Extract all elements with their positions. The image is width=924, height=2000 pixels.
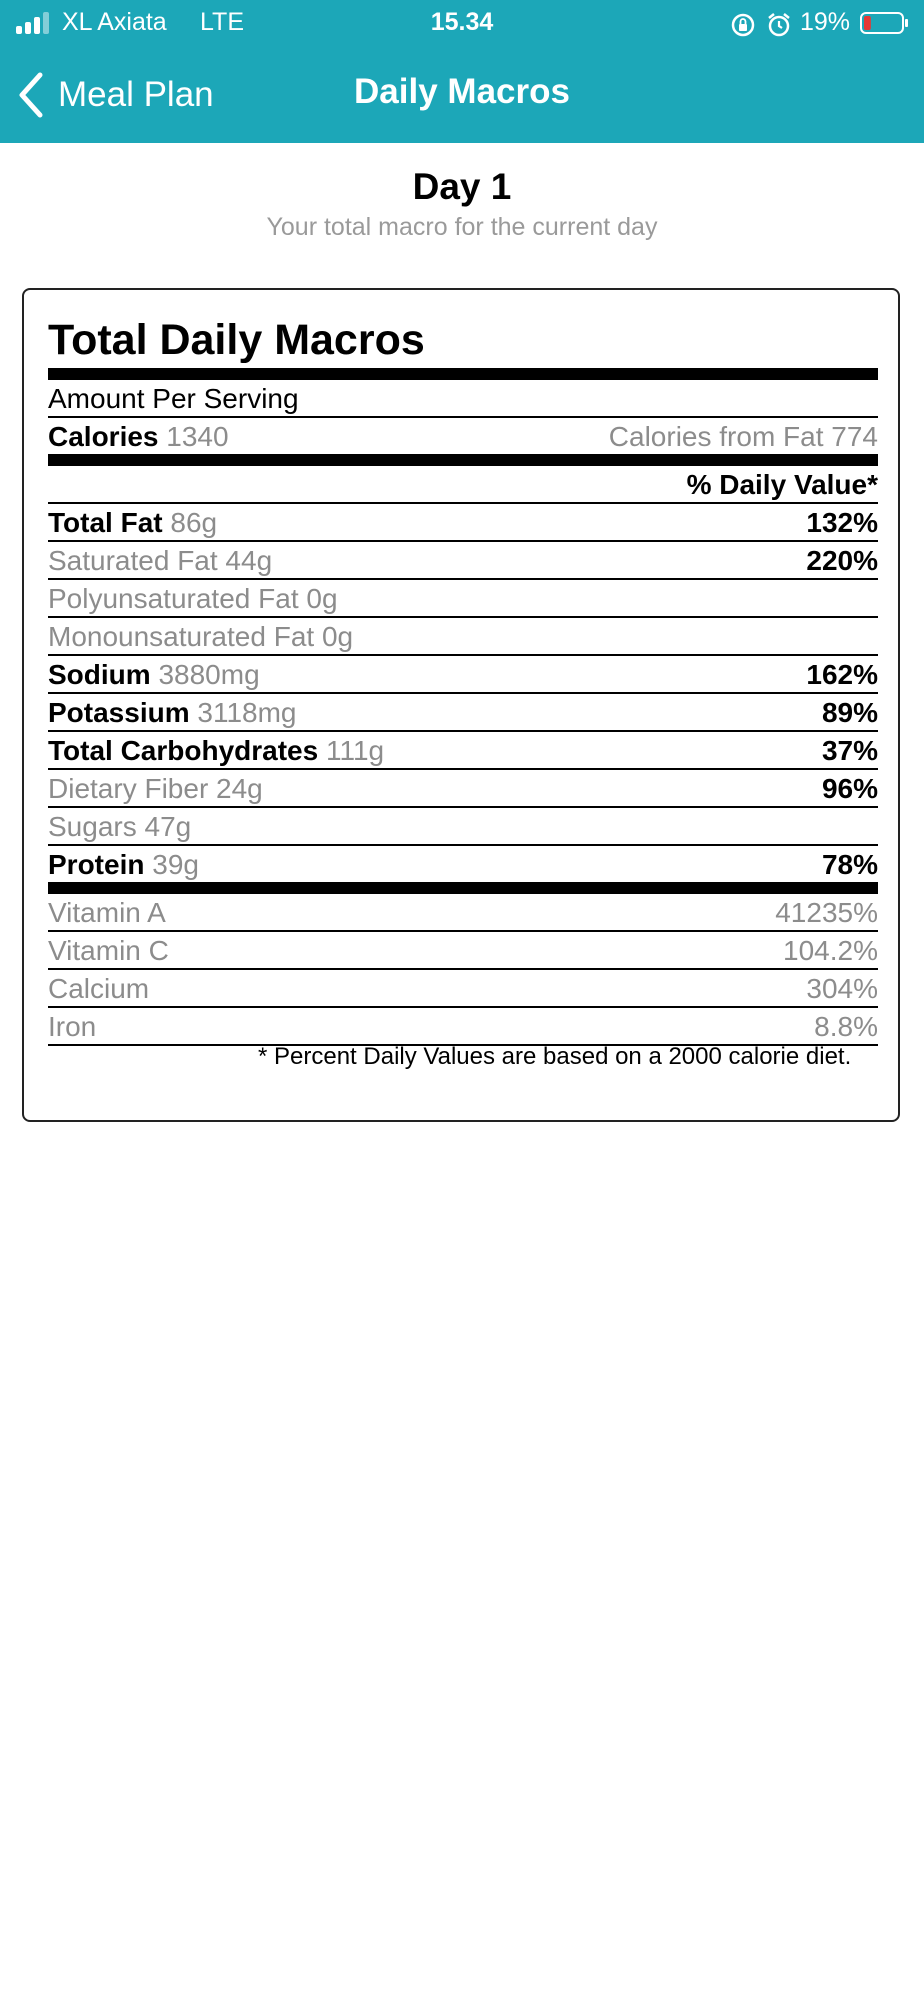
nutrient-amount: 39g [152,849,199,880]
nutrient-amount: 3118mg [197,697,297,728]
calories-value: 1340 [166,421,229,452]
nutrient-daily-value: 37% [821,735,878,766]
app-header [0,0,924,143]
nutrient-row-dietary-fiber [48,770,878,808]
daily-value-header-row [48,466,878,504]
nutrition-facts-card [22,288,900,1122]
nutrient-daily-value: 96% [821,773,878,804]
alarm-icon [766,12,792,38]
navigation-bar [0,48,924,143]
nutrient-amount: 86g [170,507,218,538]
nutrition-label [48,313,878,1046]
nutrient-row-potassium [48,694,878,732]
battery-icon [860,12,908,34]
status-time: 15.34 [430,8,494,36]
vitamin-value: 304% [806,973,878,1004]
nutrient-row-total-fat [48,504,878,542]
nutrient-name: Protein [48,849,145,880]
nutrient-amount: 111g [325,735,385,766]
nutrient-row-saturated-fat [48,542,878,580]
calories-from-fat: Calories from Fat 774 [608,421,878,452]
vitamin-value: 8.8% [814,1011,878,1042]
nutrient-name: Sugars 47g [48,811,192,842]
daily-value-footnote: * Percent Daily Values are based on a 2000 calorie diet. [258,1043,852,1070]
nutrient-name: Polyunsaturated Fat 0g [48,583,338,614]
network-type: LTE [200,8,244,36]
vitamin-name: Iron [48,1011,97,1042]
nutrient-daily-value: 78% [821,849,878,880]
status-bar [0,0,924,48]
calories-row [48,418,878,454]
thick-divider [48,882,878,894]
amount-per-serving-row [48,380,878,418]
nutrient-name: Saturated Fat 44g [48,545,273,576]
nutrient-name: Monounsaturated Fat 0g [48,621,354,652]
nutrient-row-polyunsaturated-fat [48,580,878,618]
nutrient-name: Total Carbohydrates [48,735,319,766]
calories-label: Calories [48,421,159,452]
nutrient-row-monounsaturated-fat [48,618,878,656]
day-title: Day 1 [412,166,512,207]
vitamin-row-iron [48,1008,878,1046]
thick-divider [48,454,878,466]
rotation-lock-icon [730,12,756,38]
vitamin-row-c [48,932,878,970]
nutrient-amount: 3880mg [158,659,260,690]
daily-value-header: % Daily Value* [686,469,878,500]
vitamin-row-a [48,894,878,932]
day-subtitle: Your total macro for the current day [266,213,658,241]
nutrient-daily-value: 89% [821,697,878,728]
thick-divider [48,368,878,380]
nutrient-name: Dietary Fiber 24g [48,773,263,804]
amount-per-serving: Amount Per Serving [48,383,299,414]
nutrient-row-sodium [48,656,878,694]
back-button-label: Meal Plan [58,75,214,114]
nutrient-row-total-carbohydrates [48,732,878,770]
vitamin-value: 41235% [775,897,878,928]
battery-percent: 19% [800,8,851,36]
nutrient-row-sugars [48,808,878,846]
carrier-name: XL Axiata [62,8,167,36]
page-title: Daily Macros [354,72,570,111]
nutrient-name: Sodium [48,659,151,690]
nutrient-daily-value: 220% [806,545,878,576]
vitamin-name: Calcium [48,973,150,1004]
nutrient-row-protein [48,846,878,882]
vitamin-name: Vitamin C [48,935,169,966]
label-title: Total Daily Macros [48,316,425,364]
nutrient-name: Potassium [48,697,190,728]
vitamin-value: 104.2% [783,935,878,966]
nutrient-daily-value: 162% [806,659,878,690]
nutrient-name: Total Fat [48,507,163,538]
vitamin-row-calcium [48,970,878,1008]
nutrient-daily-value: 132% [806,507,878,538]
vitamin-name: Vitamin A [48,897,166,928]
